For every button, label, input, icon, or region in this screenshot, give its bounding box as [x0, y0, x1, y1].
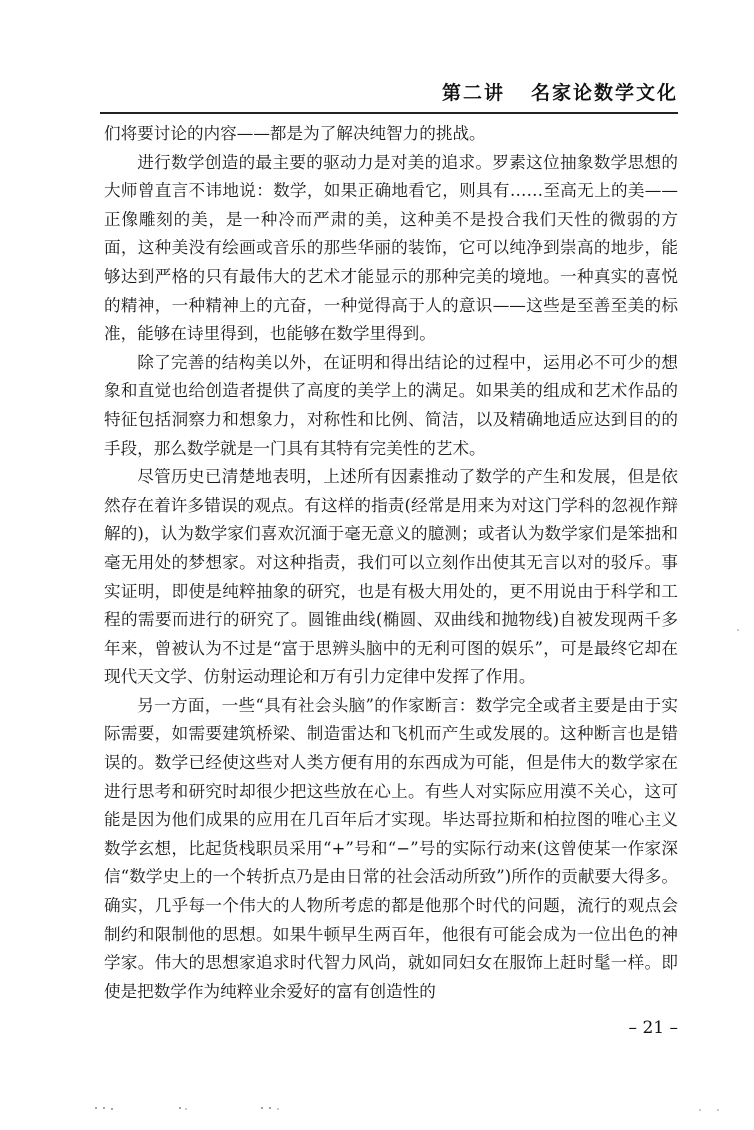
- paragraph-criticism: 尽管历史已清楚地表明，上述所有因素推动了数学的产生和发展，但是依然存在着许多错误的观点。有这样的指责(经常是用来为对这门学科的忽视作辩解的)，认为数学家们喜欢沉湎于毫无意义的臆测；或者认为数学家们是笨拙和毫无用处的梦想家。对这种指责，我们可以立刻作出使其无言以对的驳斥。事实证明，即使是纯粹抽象的研究，也是有极大用处的，更不用说由于科学和工程的需要而进行的研究了。圆锥曲线(椭圆、双曲线和抛物线)自被发现两千多年来，曾被认为不过是“富于思辨头脑中的无利可图的娱乐”，可是最终它却在现代天文学、仿射运动理论和万有引力定律中发挥了作用。: [104, 467, 678, 687]
- paragraph-aesthetics: 除了完善的结构美以外，在证明和得出结论的过程中，运用必不可少的想象和直觉也给创造者提供了高度的美学上的满足。如果美的组成和艺术作品的特征包括洞察力和想象力，对称性和比例、简洁，以及精确地适应达到目的的手段，那么数学就是一门具有其特有完美性的艺术。: [104, 352, 678, 458]
- body-text: [104, 120, 678, 1006]
- paragraph-beauty: 进行数学创造的最主要的驱动力是对美的追求。罗素这位抽象数学思想的大师曾直言不讳地说：数学，如果正确地看它，则具有……至高无上的美——正像雕刻的美，是一种冷而严肃的美，这种美不是投合我们天性的微弱的方面，这种美没有绘画或音乐的那些华丽的装饰，它可以纯净到崇高的地步，能够达到严格的只有最伟大的艺术才能显示的那种完美的境地。一种真实的喜悦的精神，一种精神上的亢奋，一种觉得高于人的意识——这些是至善至美的标准，能够在诗里得到，也能够在数学里得到。: [104, 152, 678, 344]
- running-header: [100, 78, 678, 114]
- page-number: – 21 –: [628, 1018, 678, 1038]
- paragraph-continued: 们将要讨论的内容——都是为了解决纯智力的挑战。: [104, 124, 486, 143]
- paragraph-social: 另一方面，一些“具有社会头脑”的作家断言：数学完全或者主要是由于实际需要，如需要建筑桥梁、制造雷达和飞机而产生或发展的。这种断言也是错误的。数学已经使这些对人类方便有用的东西成为可能，但是伟大的数学家在进行思考和研究时却很少把这些放在心上。有些人对实际应用漠不关心，这可能是因为他们成果的应用在几百年后才实现。毕达哥拉斯和柏拉图的唯心主义数学玄想，比起货栈职员采用“+”号和“−”号的实际行动来(这曾使某一作家深信“数学史上的一个转折点乃是由日常的社会活动所致”)所作的贡献要大得多。确实，几乎每一个伟大的人物所考虑的都是他那个时代的问题，流行的观点会制约和限制他的思想。如果牛顿早生两百年，他很有可能会成为一位出色的神学家。伟大的思想家追求时代智力风尚，就如同妇女在服饰上赶时髦一样。即使是把数学作为纯粹业余爱好的富有创造性的: [104, 695, 678, 1001]
- chapter-title: 名家论数学文化: [530, 82, 678, 104]
- lecture-number: 第二讲: [441, 82, 505, 104]
